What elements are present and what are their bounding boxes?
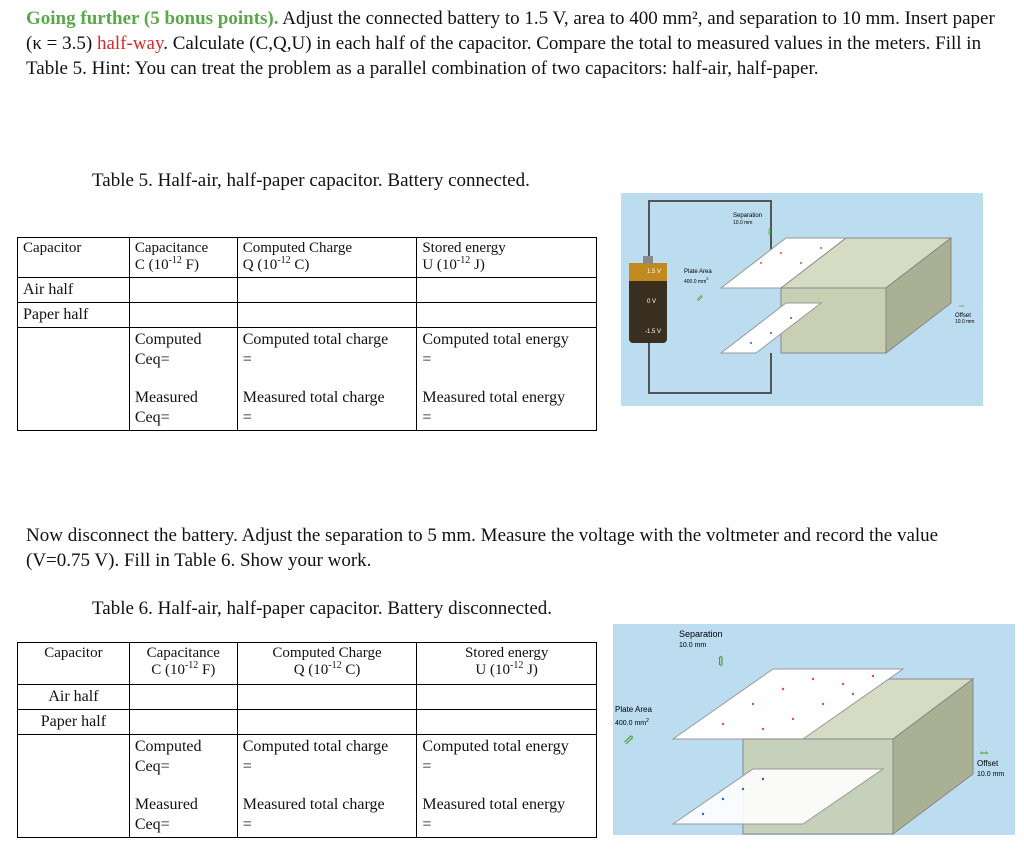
table-row: [18, 710, 597, 735]
cell-empty[interactable]: [129, 303, 237, 328]
separation-handle-icon: ⇕: [715, 655, 727, 670]
table-header-row: [18, 643, 597, 685]
offset-handle-icon: ⇔: [977, 745, 991, 760]
cell-empty[interactable]: [417, 710, 597, 735]
row-paper-half: Paper half: [18, 710, 130, 735]
separation-handle-icon: ⇕: [766, 227, 774, 237]
offset-handle-icon: ⇔: [957, 300, 966, 310]
cqu-text: (C,Q,U): [249, 33, 312, 54]
bonus-heading: Going further (5 bonus points).: [26, 8, 279, 29]
offset-label: Offset: [977, 759, 999, 768]
header-charge: Computed Charge Q ($10^{-12}$ C): [237, 643, 417, 685]
table-row: [18, 328, 597, 431]
plate-area-label: Plate Area: [615, 705, 652, 714]
header-capacitor: Capacitor: [18, 643, 130, 685]
separation-label: Separation: [733, 213, 763, 219]
table5: [17, 237, 597, 431]
cell-empty[interactable]: [237, 278, 417, 303]
offset-value: 10.0 mm: [977, 771, 1005, 778]
disconnect-paragraph: Now disconnect the battery. Adjust the separation to 5 mm. Measure the voltage with the voltmeter and record the value (V=0.75 V). Fill in Table 6. Show your work.: [26, 525, 939, 571]
offset-value: 10.0 mm: [955, 319, 975, 325]
plate-area-handle-icon: ⇗: [696, 293, 704, 303]
cell-total-energy[interactable]: Computed total energy = Measured total energy =: [417, 735, 597, 838]
separation-value: 10.0 mm: [679, 642, 707, 649]
separation-label: Separation: [679, 629, 723, 639]
kappa-value: (κ = 3.5): [26, 33, 93, 54]
table-row: [18, 685, 597, 710]
plate-area-handle-icon: ⇗: [623, 733, 635, 748]
row-paper-half: Paper half: [18, 303, 130, 328]
plate-area-value: 400.0 $mm^2$: [684, 276, 709, 285]
row-air-half: Air half: [18, 278, 130, 303]
cell-ceq[interactable]: Computed Ceq= Measured Ceq=: [129, 735, 237, 838]
separation-value: 10.0 mm: [733, 220, 753, 226]
table6-caption: Table 6. Half-air, half-paper capacitor. Battery disconnected.: [92, 598, 553, 619]
intro-text-3: in each half of the capacitor. Compare the total to measured values in the meters. Fill in Table 5. Hint: You can treat the problem as a parallel combination of two capacitors: half-air, half-paper.: [26, 33, 982, 79]
cell-empty[interactable]: [417, 278, 597, 303]
cell-total-charge[interactable]: Computed total charge = Measured total charge =: [237, 735, 417, 838]
cell-empty[interactable]: [129, 710, 237, 735]
header-capacitance: Capacitance C ($10^{-12}$ F): [129, 238, 237, 278]
capacitor-sim-battery-connected: [621, 193, 983, 406]
cell-empty[interactable]: [129, 278, 237, 303]
intro-text-2: . Calculate: [163, 33, 250, 54]
header-capacitance: Capacitance C ($10^{-12}$ F): [129, 643, 237, 685]
header-capacitor: Capacitor: [18, 238, 130, 278]
cell-empty[interactable]: [237, 303, 417, 328]
offset-label: Offset: [955, 313, 971, 319]
cell-empty[interactable]: [129, 685, 237, 710]
svg-text:-1.5 V: -1.5 V: [645, 329, 662, 335]
table-row: [18, 735, 597, 838]
row-air-half: Air half: [18, 685, 130, 710]
cell-empty: [18, 328, 130, 431]
header-energy: Stored energy U ($10^{-12}$ J): [417, 238, 597, 278]
table-row: [18, 303, 597, 328]
cell-ceq[interactable]: Computed Ceq= Measured Ceq=: [129, 328, 237, 431]
cell-empty[interactable]: [417, 303, 597, 328]
header-energy: Stored energy U ($10^{-12}$ J): [417, 643, 597, 685]
intro-text-1: Adjust the connected battery to 1.5 V, area to 400 mm², and separation to 10 mm. Insert paper: [278, 8, 995, 29]
half-way-text: half-way: [92, 33, 164, 54]
table-row: [18, 278, 597, 303]
plate-area-value: 400.0 $mm^2$: [615, 718, 649, 727]
cell-total-charge[interactable]: Computed total charge = Measured total charge =: [237, 328, 417, 431]
cell-total-energy[interactable]: Computed total energy = Measured total energy =: [417, 328, 597, 431]
table5-caption: Table 5. Half-air, half-paper capacitor. Battery connected.: [92, 170, 530, 191]
cell-empty: [18, 735, 130, 838]
table-header-row: [18, 238, 597, 278]
capacitor-sim-battery-disconnected: [613, 624, 1015, 835]
intro-paragraph: [26, 6, 1001, 81]
svg-text:1.5 V: 1.5 V: [647, 269, 662, 275]
table6: [17, 642, 597, 838]
cell-empty[interactable]: [417, 685, 597, 710]
cell-empty[interactable]: [237, 710, 417, 735]
svg-text:0 V: 0 V: [647, 299, 657, 305]
header-charge: Computed Charge Q ($10^{-12}$ C): [237, 238, 417, 278]
plate-area-label: Plate Area: [684, 269, 712, 275]
cell-empty[interactable]: [237, 685, 417, 710]
